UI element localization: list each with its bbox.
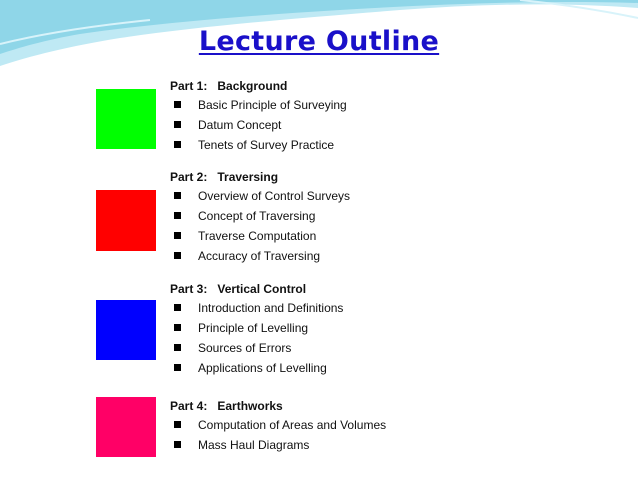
list-item-label: Introduction and Definitions [198, 301, 344, 315]
square-bullet-icon [174, 364, 181, 371]
square-bullet-icon [174, 344, 181, 351]
square-bullet-icon [174, 121, 181, 128]
part4-color-swatch [96, 397, 156, 457]
list-item-label: Tenets of Survey Practice [198, 138, 335, 152]
bullet-list [170, 298, 343, 378]
list-item [170, 358, 343, 378]
list-item-label: Accuracy of Traversing [198, 249, 321, 263]
list-item [170, 226, 350, 246]
list-item-label: Datum Concept [198, 118, 282, 132]
list-item [170, 298, 343, 318]
square-bullet-icon [174, 252, 181, 259]
list-item [170, 435, 386, 455]
section-title: Part 4: Earthworks [170, 399, 283, 413]
list-item [170, 318, 343, 338]
list-item [170, 186, 350, 206]
list-item [170, 206, 350, 226]
list-item-label: Applications of Levelling [198, 361, 327, 375]
bullet-list [170, 95, 347, 155]
part2-color-swatch [96, 190, 156, 251]
square-bullet-icon [174, 232, 181, 239]
slide-title: Lecture Outline [198, 26, 440, 57]
section-part-1 [170, 77, 347, 155]
square-bullet-icon [174, 192, 181, 199]
square-bullet-icon [174, 304, 181, 311]
list-item [170, 246, 350, 266]
square-bullet-icon [174, 441, 181, 448]
section-title: Part 3: Vertical Control [170, 282, 307, 296]
list-item-label: Basic Principle of Surveying [198, 98, 347, 112]
section-part-2 [170, 168, 350, 266]
list-item [170, 415, 386, 435]
list-item-label: Concept of Traversing [198, 209, 316, 223]
square-bullet-icon [174, 212, 181, 219]
section-part-4 [170, 397, 386, 455]
list-item-label: Sources of Errors [198, 341, 292, 355]
list-item [170, 115, 347, 135]
bullet-list [170, 186, 350, 266]
square-bullet-icon [174, 141, 181, 148]
bullet-list [170, 415, 386, 455]
list-item-label: Traverse Computation [198, 229, 317, 243]
section-title: Part 2: Traversing [170, 170, 279, 184]
list-item-label: Principle of Levelling [198, 321, 309, 335]
square-bullet-icon [174, 324, 181, 331]
part3-color-swatch [96, 300, 156, 360]
list-item-label: Computation of Areas and Volumes [198, 418, 387, 432]
list-item [170, 95, 347, 115]
list-item [170, 135, 347, 155]
list-item [170, 338, 343, 358]
list-item-label: Mass Haul Diagrams [198, 438, 310, 452]
part1-color-swatch [96, 89, 156, 149]
square-bullet-icon [174, 101, 181, 108]
section-part-3 [170, 280, 343, 378]
section-title: Part 1: Background [170, 79, 288, 93]
square-bullet-icon [174, 421, 181, 428]
list-item-label: Overview of Control Surveys [198, 189, 351, 203]
